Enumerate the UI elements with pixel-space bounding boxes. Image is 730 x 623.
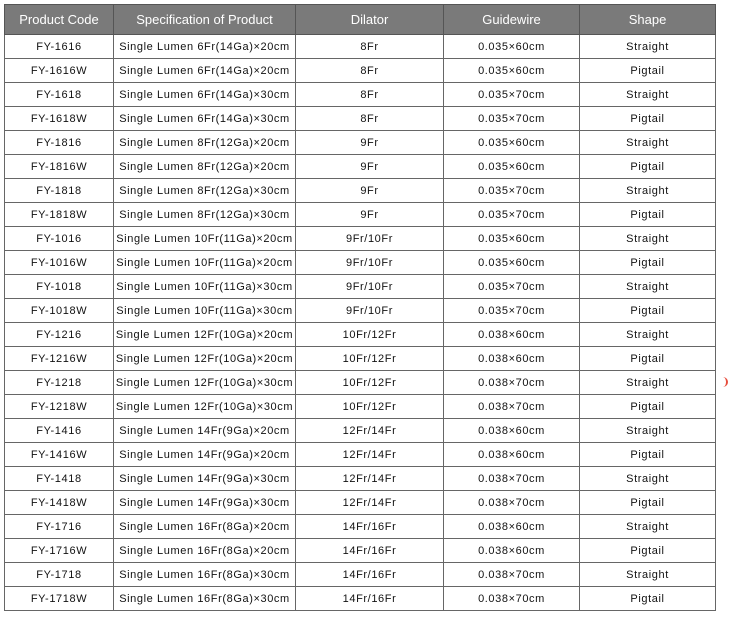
- cell-product-code: FY-1716W: [5, 539, 114, 563]
- cell-guidewire: 0.038×60cm: [444, 443, 580, 467]
- cell-dilator: 14Fr/16Fr: [296, 563, 444, 587]
- cell-guidewire: 0.038×60cm: [444, 515, 580, 539]
- cell-dilator: 10Fr/12Fr: [296, 371, 444, 395]
- cell-guidewire: 0.035×60cm: [444, 131, 580, 155]
- cell-specification: Single Lumen 16Fr(8Ga)×30cm: [114, 563, 296, 587]
- cell-guidewire: 0.035×60cm: [444, 227, 580, 251]
- cell-specification: Single Lumen 14Fr(9Ga)×30cm: [114, 467, 296, 491]
- cell-shape: Pigtail: [580, 443, 716, 467]
- cell-guidewire: 0.035×70cm: [444, 299, 580, 323]
- cell-guidewire: 0.035×60cm: [444, 35, 580, 59]
- product-spec-table: [4, 4, 716, 611]
- cell-dilator: 9Fr: [296, 203, 444, 227]
- table-row: [5, 491, 716, 515]
- cell-product-code: FY-1618W: [5, 107, 114, 131]
- table-row: [5, 59, 716, 83]
- cell-product-code: FY-1216: [5, 323, 114, 347]
- cell-specification: Single Lumen 10Fr(11Ga)×20cm: [114, 251, 296, 275]
- cell-shape: Pigtail: [580, 395, 716, 419]
- cell-product-code: FY-1016W: [5, 251, 114, 275]
- cell-product-code: FY-1616: [5, 35, 114, 59]
- cell-shape: Pigtail: [580, 203, 716, 227]
- header-specification: Specification of Product: [114, 5, 296, 35]
- cell-product-code: FY-1218: [5, 371, 114, 395]
- table-row: [5, 131, 716, 155]
- cell-guidewire: 0.038×70cm: [444, 467, 580, 491]
- cell-shape: Straight: [580, 467, 716, 491]
- cell-shape: Straight: [580, 227, 716, 251]
- cell-shape: Pigtail: [580, 251, 716, 275]
- cell-guidewire: 0.035×70cm: [444, 203, 580, 227]
- cell-dilator: 10Fr/12Fr: [296, 323, 444, 347]
- cell-specification: Single Lumen 8Fr(12Ga)×30cm: [114, 203, 296, 227]
- cell-product-code: FY-1418: [5, 467, 114, 491]
- table-row: [5, 179, 716, 203]
- cell-shape: Straight: [580, 275, 716, 299]
- table-row: [5, 467, 716, 491]
- cell-shape: Pigtail: [580, 59, 716, 83]
- cell-dilator: 10Fr/12Fr: [296, 395, 444, 419]
- cell-specification: Single Lumen 10Fr(11Ga)×30cm: [114, 299, 296, 323]
- cell-guidewire: 0.035×70cm: [444, 179, 580, 203]
- table-row: [5, 371, 716, 395]
- table-row: [5, 563, 716, 587]
- cell-specification: Single Lumen 10Fr(11Ga)×30cm: [114, 275, 296, 299]
- cell-specification: Single Lumen 6Fr(14Ga)×20cm: [114, 59, 296, 83]
- cell-guidewire: 0.038×60cm: [444, 419, 580, 443]
- cell-dilator: 10Fr/12Fr: [296, 347, 444, 371]
- cell-product-code: FY-1718: [5, 563, 114, 587]
- table-row: [5, 539, 716, 563]
- header-row: [5, 5, 716, 35]
- cell-specification: Single Lumen 12Fr(10Ga)×20cm: [114, 323, 296, 347]
- cell-specification: Single Lumen 14Fr(9Ga)×20cm: [114, 419, 296, 443]
- cell-product-code: FY-1416W: [5, 443, 114, 467]
- cell-shape: Straight: [580, 323, 716, 347]
- cell-product-code: FY-1616W: [5, 59, 114, 83]
- cell-guidewire: 0.035×70cm: [444, 107, 580, 131]
- cell-product-code: FY-1618: [5, 83, 114, 107]
- cell-specification: Single Lumen 8Fr(12Ga)×20cm: [114, 131, 296, 155]
- cell-shape: Pigtail: [580, 491, 716, 515]
- cell-specification: Single Lumen 6Fr(14Ga)×30cm: [114, 83, 296, 107]
- cell-dilator: 9Fr: [296, 179, 444, 203]
- cell-dilator: 9Fr: [296, 131, 444, 155]
- cell-shape: Straight: [580, 131, 716, 155]
- cell-guidewire: 0.035×70cm: [444, 83, 580, 107]
- cell-shape: Pigtail: [580, 299, 716, 323]
- cell-guidewire: 0.038×70cm: [444, 395, 580, 419]
- cell-guidewire: 0.035×60cm: [444, 251, 580, 275]
- cell-dilator: 12Fr/14Fr: [296, 443, 444, 467]
- cell-shape: Pigtail: [580, 155, 716, 179]
- cell-shape: Straight: [580, 371, 716, 395]
- cell-guidewire: 0.038×70cm: [444, 587, 580, 611]
- cell-specification: Single Lumen 12Fr(10Ga)×20cm: [114, 347, 296, 371]
- table-row: [5, 227, 716, 251]
- table-row: [5, 587, 716, 611]
- cell-shape: Pigtail: [580, 107, 716, 131]
- cell-dilator: 8Fr: [296, 59, 444, 83]
- cell-dilator: 12Fr/14Fr: [296, 467, 444, 491]
- cell-product-code: FY-1818W: [5, 203, 114, 227]
- table-header: [5, 5, 716, 35]
- cell-product-code: FY-1816W: [5, 155, 114, 179]
- cell-dilator: 9Fr: [296, 155, 444, 179]
- cell-shape: Straight: [580, 35, 716, 59]
- cell-guidewire: 0.035×70cm: [444, 275, 580, 299]
- cell-shape: Pigtail: [580, 539, 716, 563]
- table-row: [5, 203, 716, 227]
- cell-dilator: 12Fr/14Fr: [296, 491, 444, 515]
- edge-mark: [723, 377, 728, 387]
- cell-specification: Single Lumen 8Fr(12Ga)×30cm: [114, 179, 296, 203]
- cell-guidewire: 0.038×60cm: [444, 347, 580, 371]
- cell-guidewire: 0.038×70cm: [444, 371, 580, 395]
- cell-specification: Single Lumen 14Fr(9Ga)×30cm: [114, 491, 296, 515]
- cell-specification: Single Lumen 12Fr(10Ga)×30cm: [114, 395, 296, 419]
- cell-specification: Single Lumen 16Fr(8Ga)×20cm: [114, 515, 296, 539]
- header-guidewire: Guidewire: [444, 5, 580, 35]
- table-row: [5, 419, 716, 443]
- cell-specification: Single Lumen 16Fr(8Ga)×30cm: [114, 587, 296, 611]
- cell-specification: Single Lumen 10Fr(11Ga)×20cm: [114, 227, 296, 251]
- cell-product-code: FY-1818: [5, 179, 114, 203]
- cell-product-code: FY-1018: [5, 275, 114, 299]
- table-row: [5, 299, 716, 323]
- cell-guidewire: 0.038×60cm: [444, 323, 580, 347]
- table-row: [5, 83, 716, 107]
- cell-guidewire: 0.038×70cm: [444, 491, 580, 515]
- cell-dilator: 8Fr: [296, 107, 444, 131]
- table-row: [5, 395, 716, 419]
- cell-product-code: FY-1718W: [5, 587, 114, 611]
- cell-guidewire: 0.035×60cm: [444, 155, 580, 179]
- cell-specification: Single Lumen 8Fr(12Ga)×20cm: [114, 155, 296, 179]
- cell-product-code: FY-1816: [5, 131, 114, 155]
- cell-specification: Single Lumen 6Fr(14Ga)×30cm: [114, 107, 296, 131]
- cell-product-code: FY-1216W: [5, 347, 114, 371]
- cell-specification: Single Lumen 12Fr(10Ga)×30cm: [114, 371, 296, 395]
- cell-dilator: 14Fr/16Fr: [296, 587, 444, 611]
- cell-dilator: 9Fr/10Fr: [296, 299, 444, 323]
- table-row: [5, 275, 716, 299]
- table-row: [5, 515, 716, 539]
- table-row: [5, 347, 716, 371]
- cell-shape: Straight: [580, 515, 716, 539]
- table-row: [5, 155, 716, 179]
- cell-product-code: FY-1018W: [5, 299, 114, 323]
- table-row: [5, 323, 716, 347]
- header-shape: Shape: [580, 5, 716, 35]
- table-row: [5, 107, 716, 131]
- cell-dilator: 12Fr/14Fr: [296, 419, 444, 443]
- cell-guidewire: 0.035×60cm: [444, 59, 580, 83]
- cell-shape: Pigtail: [580, 587, 716, 611]
- cell-dilator: 9Fr/10Fr: [296, 275, 444, 299]
- cell-product-code: FY-1716: [5, 515, 114, 539]
- header-dilator: Dilator: [296, 5, 444, 35]
- cell-product-code: FY-1016: [5, 227, 114, 251]
- cell-dilator: 8Fr: [296, 83, 444, 107]
- cell-specification: Single Lumen 16Fr(8Ga)×20cm: [114, 539, 296, 563]
- cell-guidewire: 0.038×60cm: [444, 539, 580, 563]
- cell-guidewire: 0.038×70cm: [444, 563, 580, 587]
- cell-dilator: 9Fr/10Fr: [296, 251, 444, 275]
- cell-dilator: 14Fr/16Fr: [296, 539, 444, 563]
- cell-shape: Straight: [580, 83, 716, 107]
- cell-product-code: FY-1218W: [5, 395, 114, 419]
- table-body: [5, 35, 716, 611]
- cell-shape: Pigtail: [580, 347, 716, 371]
- cell-product-code: FY-1418W: [5, 491, 114, 515]
- cell-shape: Straight: [580, 179, 716, 203]
- table-row: [5, 251, 716, 275]
- header-product-code: Product Code: [5, 5, 114, 35]
- cell-product-code: FY-1416: [5, 419, 114, 443]
- cell-specification: Single Lumen 6Fr(14Ga)×20cm: [114, 35, 296, 59]
- cell-specification: Single Lumen 14Fr(9Ga)×20cm: [114, 443, 296, 467]
- table-row: [5, 443, 716, 467]
- cell-dilator: 9Fr/10Fr: [296, 227, 444, 251]
- cell-dilator: 14Fr/16Fr: [296, 515, 444, 539]
- cell-dilator: 8Fr: [296, 35, 444, 59]
- table-row: [5, 35, 716, 59]
- cell-shape: Straight: [580, 419, 716, 443]
- cell-shape: Straight: [580, 563, 716, 587]
